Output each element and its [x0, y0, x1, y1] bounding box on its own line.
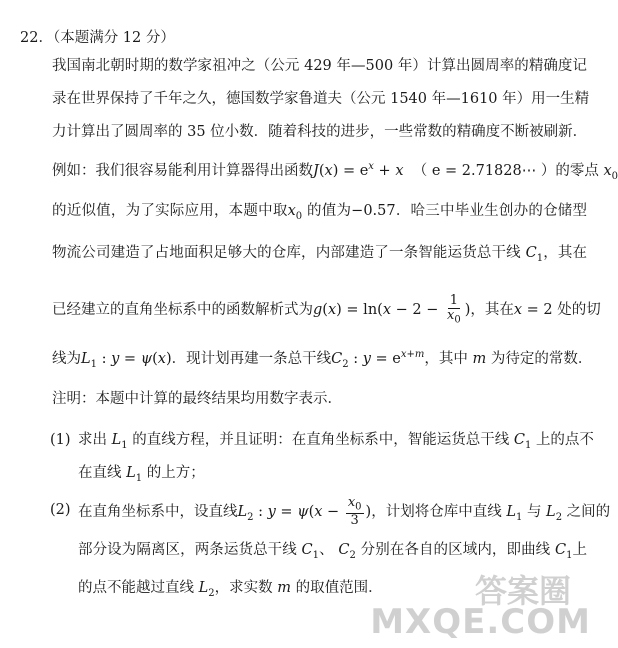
formula-C2: $C_2$ : $y = e^{x+m}$	[331, 349, 425, 370]
formula-L1: $L_1$ : y = ψ(x)	[81, 350, 172, 370]
part-2-line-2: 部分设为隔离区，两条运货总干线 $C_1$、 $C_2$ 分别在各自的区域内，即曲线 $C_1$上	[78, 542, 588, 561]
watermark-logo-text: 答案圈	[474, 572, 571, 610]
formula-L2: $L_2$ : y = ψ(x − $\frac{x_0}{3}$ )	[237, 495, 372, 528]
formula-J: $J(x) = e^x + x$ （ e = 2.71828⋯ ）	[313, 161, 556, 179]
problem-points: （本题满分 12 分）	[52, 30, 175, 46]
part-1-line-2: 在直线 $L_1$ 的上方；	[78, 465, 205, 484]
paragraph-line-3: 力计算出了圆周率的 35 位小数．随着科技的进步，一些常数的精确度不断被刷新．	[52, 124, 588, 140]
paragraph-line-4: 例如：我们很容易能利用计算器得出函数$J(x) = e^x + x$ （ e = 2.71828⋯ ）的零点 $x_0$	[52, 161, 618, 182]
part-2-line-3: 的点不能越过直线 $L_2$，求实数 m 的取值范围．	[78, 580, 383, 599]
paragraph-line-2: 录在世界保持了千年之久，德国数学家鲁道夫（公元 1540 年—1610 年）用一生精	[52, 91, 590, 107]
problem-header	[20, 26, 175, 47]
formula-x0: $x_0$	[603, 162, 618, 182]
note-line: 注明：本题中计算的最终结果均用数字表示．	[52, 391, 342, 407]
problem-number: 22．	[20, 30, 53, 46]
value-x0: −0.57	[351, 203, 396, 219]
paragraph-line-7: 已经建立的直角坐标系中的函数解析式为g(x) = ln(x − 2 − $\frac{1}{x_0}$ )，其在x = 2 处的切	[52, 293, 601, 326]
paragraph-line-5: 的近似值，为了实际应用，本题中取$x_0$ 的值为−0.57．哈三中毕业生创办的仓储型	[52, 203, 588, 222]
part-1-label: (1)	[50, 432, 71, 448]
part-2-line-1: 在直角坐标系中，设直线$L_2$ : y = ψ(x − $\frac{x_0}{3}$ )，计划将仓库中直线 $L_1$ 与 $L_2$ 之间的	[78, 495, 611, 528]
watermark	[370, 566, 591, 642]
formula-g: g(x) = ln(x − 2 − $\frac{1}{x_0}$ )	[313, 293, 471, 326]
part-2-label: (2)	[50, 502, 71, 518]
part-1-line-1: 求出 $L_1$ 的直线方程，并且证明：在直角坐标系中，智能运货总干线 $C_1$ 上的点不	[78, 432, 594, 451]
paragraph-line-1: 我国南北朝时期的数学家祖冲之（公元 429 年—500 年）计算出圆周率的精确度记	[52, 58, 587, 74]
paragraph-line-6: 物流公司建造了占地面积足够大的仓库，内部建造了一条智能运货总干线 $C_1$，其在	[52, 245, 588, 264]
watermark-url: MXQE.COM	[370, 602, 591, 642]
paragraph-line-8: 线为$L_1$ : y = ψ(x)．现计划再建一条总干线$C_2$ : $y = e^{x+m}$，其中 m 为待定的常数．	[52, 349, 593, 370]
